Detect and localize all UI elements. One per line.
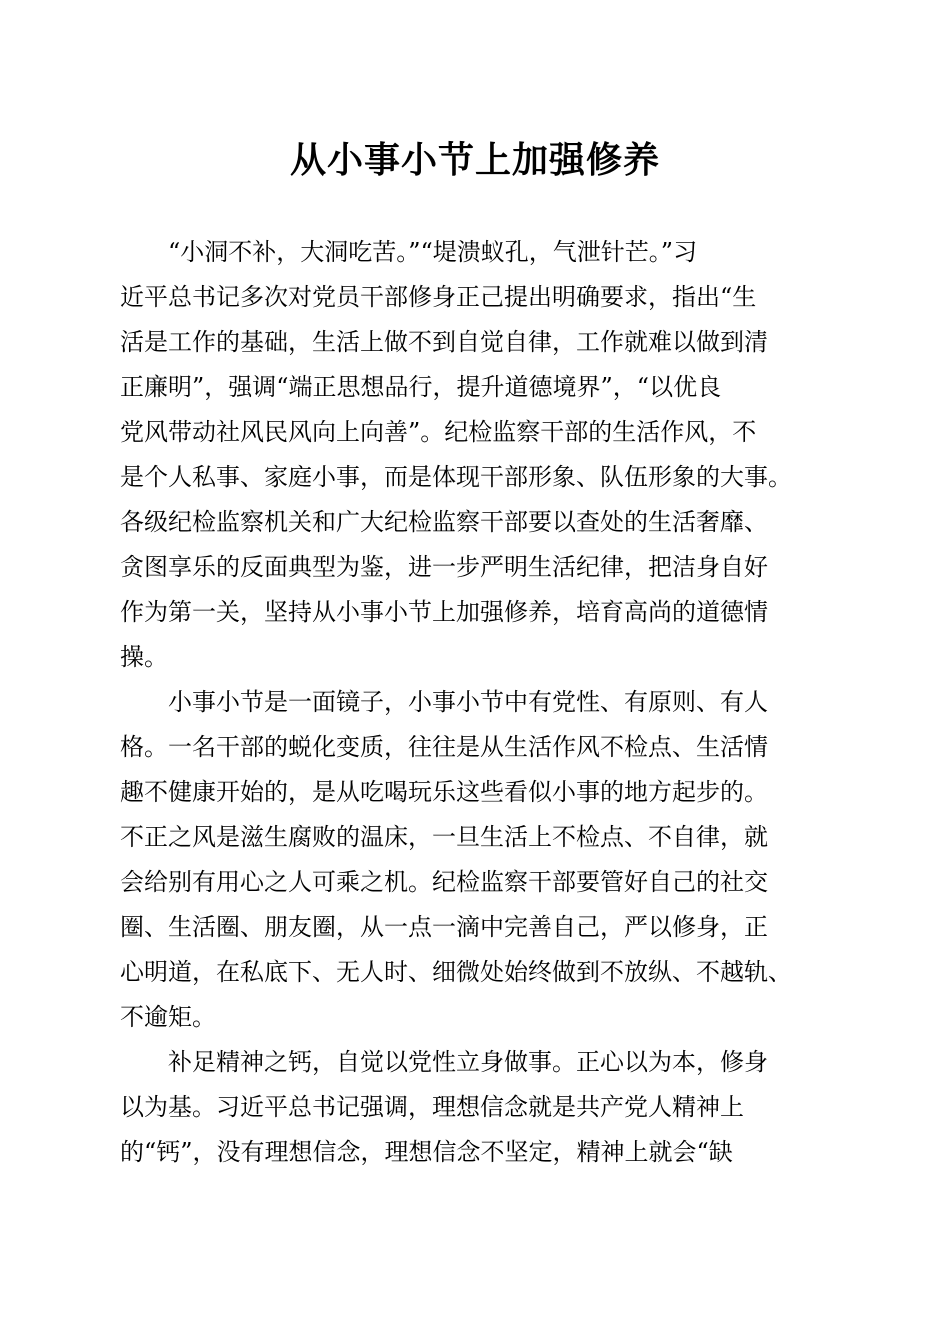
paragraph-2-line: 不逾矩。 (120, 1003, 216, 1031)
paragraph-2-line: 会给别有用心之人可乘之机。纪检监察干部要管好自己的社交 (120, 868, 768, 896)
paragraph-2-line: 圈、生活圈、朋友圈，从一点一滴中完善自己，严以修身，正 (120, 913, 768, 941)
paragraph-1-line: 活是工作的基础，生活上做不到自觉自律，工作就难以做到清 (120, 328, 768, 356)
paragraph-1-line: “小洞不补，大洞吃苦。”“堤溃蚁孔，气泄针芒。”习 (168, 238, 698, 266)
paragraph-3-line: 补足精神之钙，自觉以党性立身做事。正心以为本，修身 (168, 1048, 768, 1076)
paragraph-1-line: 是个人私事、家庭小事，而是体现干部形象、队伍形象的大事。 (120, 463, 792, 491)
paragraph-2-line: 格。一名干部的蜕化变质，往往是从生活作风不检点、生活情 (120, 733, 768, 761)
paragraph-1-line: 操。 (120, 643, 168, 671)
paragraph-3-line: 的“钙”，没有理想信念，理想信念不坚定，精神上就会“缺 (120, 1138, 733, 1166)
paragraph-2-line: 趣不健康开始的，是从吃喝玩乐这些看似小事的地方起步的。 (120, 778, 768, 806)
document-title: 从小事小节上加强修养 (289, 139, 660, 181)
paragraph-1-line: 各级纪检监察机关和广大纪检监察干部要以查处的生活奢靡、 (120, 508, 768, 536)
paragraph-1-line: 近平总书记多次对党员干部修身正己提出明确要求，指出“生 (120, 283, 757, 311)
paragraph-2-line: 小事小节是一面镜子，小事小节中有党性、有原则、有人 (168, 688, 768, 716)
paragraph-2-line: 心明道，在私底下、无人时、细微处始终做到不放纵、不越轨、 (120, 958, 792, 986)
paragraph-3-line: 以为基。习近平总书记强调，理想信念就是共产党人精神上 (120, 1093, 744, 1121)
paragraph-2-line: 不正之风是滋生腐败的温床，一旦生活上不检点、不自律，就 (120, 823, 768, 851)
paragraph-1-line: 党风带动社风民风向上向善”。纪检监察干部的生活作风，不 (120, 418, 757, 446)
paragraph-1-line: 作为第一关，坚持从小事小节上加强修养，培育高尚的道德情 (120, 598, 768, 626)
paragraph-1-line: 贪图享乐的反面典型为鉴，进一步严明生活纪律，把洁身自好 (120, 553, 768, 581)
paragraph-1-line: 正廉明”，强调“端正思想品行，提升道德境界”，“以优良 (120, 373, 722, 401)
document-body (120, 230, 842, 1175)
